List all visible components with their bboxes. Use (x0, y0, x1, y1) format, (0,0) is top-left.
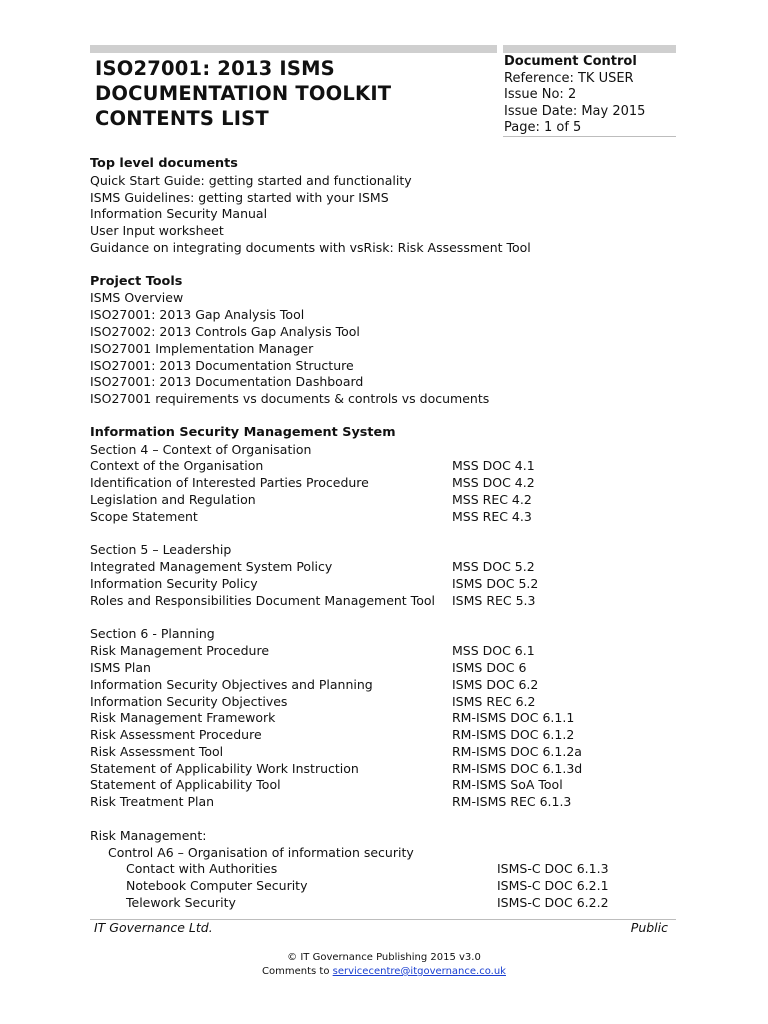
list-item: Guidance on integrating documents with vsRisk: Risk Assessment Tool (90, 239, 531, 255)
list-item: ISMS Overview (90, 290, 184, 306)
list-item: Information Security Manual (90, 206, 268, 222)
title-line-2: DOCUMENTATION TOOLKIT (95, 82, 392, 105)
list-item: ISO27001: 2013 Gap Analysis Tool (90, 307, 305, 323)
document-control-divider (503, 136, 676, 137)
table-row (90, 475, 680, 492)
doc-code: MSS DOC 4.1 (452, 458, 535, 474)
doc-title: ISMS Plan (90, 659, 151, 675)
doc-title: Risk Assessment Procedure (90, 727, 262, 743)
section-heading-project-tools: Project Tools (90, 273, 183, 289)
table-row (90, 710, 680, 727)
doc-title: Telework Security (126, 895, 236, 911)
control-title: Control A6 – Organisation of information security (108, 844, 414, 860)
doc-code: ISMS-C DOC 6.2.1 (497, 878, 609, 894)
doc-title: Risk Assessment Tool (90, 743, 224, 759)
doc-title: Context of the Organisation (90, 458, 264, 474)
doc-code: MSS DOC 4.2 (452, 475, 535, 491)
doc-code: ISMS-C DOC 6.2.2 (497, 895, 609, 911)
section-heading-isms: Information Security Management System (90, 424, 396, 440)
doc-code: ISMS DOC 6 (452, 659, 527, 675)
list-item: ISO27001 requirements vs documents & controls vs documents (90, 391, 490, 407)
table-row (90, 694, 680, 711)
doc-code: ISMS DOC 5.2 (452, 575, 539, 591)
table-row (90, 895, 680, 912)
doc-title: Statement of Applicability Tool (90, 777, 281, 793)
table-row (90, 660, 680, 677)
doc-code: ISMS DOC 6.2 (452, 676, 539, 692)
table-row (90, 677, 680, 694)
doc-title: Integrated Management System Policy (90, 559, 333, 575)
doc-code: RM-ISMS SoA Tool (452, 777, 563, 793)
header-rule-right (503, 45, 676, 53)
list-item: ISO27001: 2013 Documentation Dashboard (90, 374, 364, 390)
doc-code: MSS REC 4.2 (452, 491, 532, 507)
document-reference: Reference: TK USER (504, 70, 634, 86)
list-item: ISO27001: 2013 Documentation Structure (90, 357, 354, 373)
doc-title: Roles and Responsibilities Document Management Tool (90, 592, 435, 608)
doc-title: Information Security Objectives and Planning (90, 676, 373, 692)
table-row (90, 643, 680, 660)
doc-code: MSS DOC 5.2 (452, 559, 535, 575)
section-heading-top-level: Top level documents (90, 156, 238, 171)
doc-title: Risk Treatment Plan (90, 794, 215, 810)
list-item: User Input worksheet (90, 223, 224, 239)
contents-list (90, 156, 680, 912)
comments-prefix: Comments to (262, 966, 333, 977)
table-row (90, 727, 680, 744)
table-row (90, 492, 680, 509)
doc-code: ISMS-C DOC 6.1.3 (497, 861, 609, 877)
email-link[interactable]: servicecentre@itgovernance.co.uk (332, 966, 506, 977)
control-label-a6 (90, 845, 680, 862)
doc-title: Identification of Interested Parties Procedure (90, 475, 369, 491)
copyright-block (0, 951, 768, 979)
comments-line (0, 965, 768, 979)
list-item: Quick Start Guide: getting started and functionality (90, 172, 412, 188)
document-page: Page: 1 of 5 (504, 120, 582, 135)
doc-code: RM-ISMS DOC 6.1.1 (452, 710, 575, 726)
subsection-label-section-5: Section 5 – Leadership (90, 542, 232, 558)
copyright-text: © IT Governance Publishing 2015 v3.0 (287, 952, 481, 963)
doc-code: MSS REC 4.3 (452, 508, 532, 524)
doc-code: ISMS REC 6.2 (452, 693, 536, 709)
doc-code: RM-ISMS DOC 6.1.3d (452, 760, 583, 776)
doc-title: Contact with Authorities (126, 861, 278, 877)
table-row (90, 761, 680, 778)
subsection-label-section-6: Section 6 - Planning (90, 626, 215, 642)
table-row (90, 458, 680, 475)
table-row (90, 509, 680, 526)
doc-code: RM-ISMS DOC 6.1.2a (452, 743, 582, 759)
title-line-3: CONTENTS LIST (95, 107, 269, 130)
doc-title: Scope Statement (90, 508, 198, 524)
doc-title: Risk Management Procedure (90, 643, 270, 659)
doc-title: Statement of Applicability Work Instruction (90, 760, 359, 776)
doc-code: RM-ISMS REC 6.1.3 (452, 794, 572, 810)
doc-title: Information Security Objectives (90, 693, 288, 709)
doc-title: Risk Management Framework (90, 710, 276, 726)
document-title (95, 56, 495, 131)
doc-title: Information Security Policy (90, 575, 258, 591)
list-item: ISO27001 Implementation Manager (90, 340, 314, 356)
table-row (90, 794, 680, 811)
table-row (90, 744, 680, 761)
table-row (90, 559, 680, 576)
table-row (90, 777, 680, 794)
doc-title: Notebook Computer Security (126, 878, 308, 894)
subsection-label-risk-management: Risk Management: (90, 827, 207, 843)
list-item: ISO27002: 2013 Controls Gap Analysis Tool (90, 323, 360, 339)
doc-title: Legislation and Regulation (90, 491, 256, 507)
doc-code: MSS DOC 6.1 (452, 643, 535, 659)
table-row (90, 593, 680, 610)
doc-code: RM-ISMS DOC 6.1.2 (452, 727, 575, 743)
document-control-block (504, 54, 676, 137)
document-issue-date: Issue Date: May 2015 (504, 103, 646, 119)
table-row (90, 861, 680, 878)
list-item: ISMS Guidelines: getting started with your ISMS (90, 189, 389, 205)
title-line-1: ISO27001: 2013 ISMS (95, 57, 335, 80)
table-row (90, 878, 680, 895)
footer-company: IT Governance Ltd. (94, 920, 213, 935)
table-row (90, 576, 680, 593)
header-rule-left (90, 45, 497, 53)
subsection-label-section-4: Section 4 – Context of Organisation (90, 441, 312, 457)
document-control-heading: Document Control (504, 54, 637, 69)
footer-classification: Public (630, 920, 668, 935)
document-issue-no: Issue No: 2 (504, 87, 577, 102)
doc-code: ISMS REC 5.3 (452, 592, 536, 608)
